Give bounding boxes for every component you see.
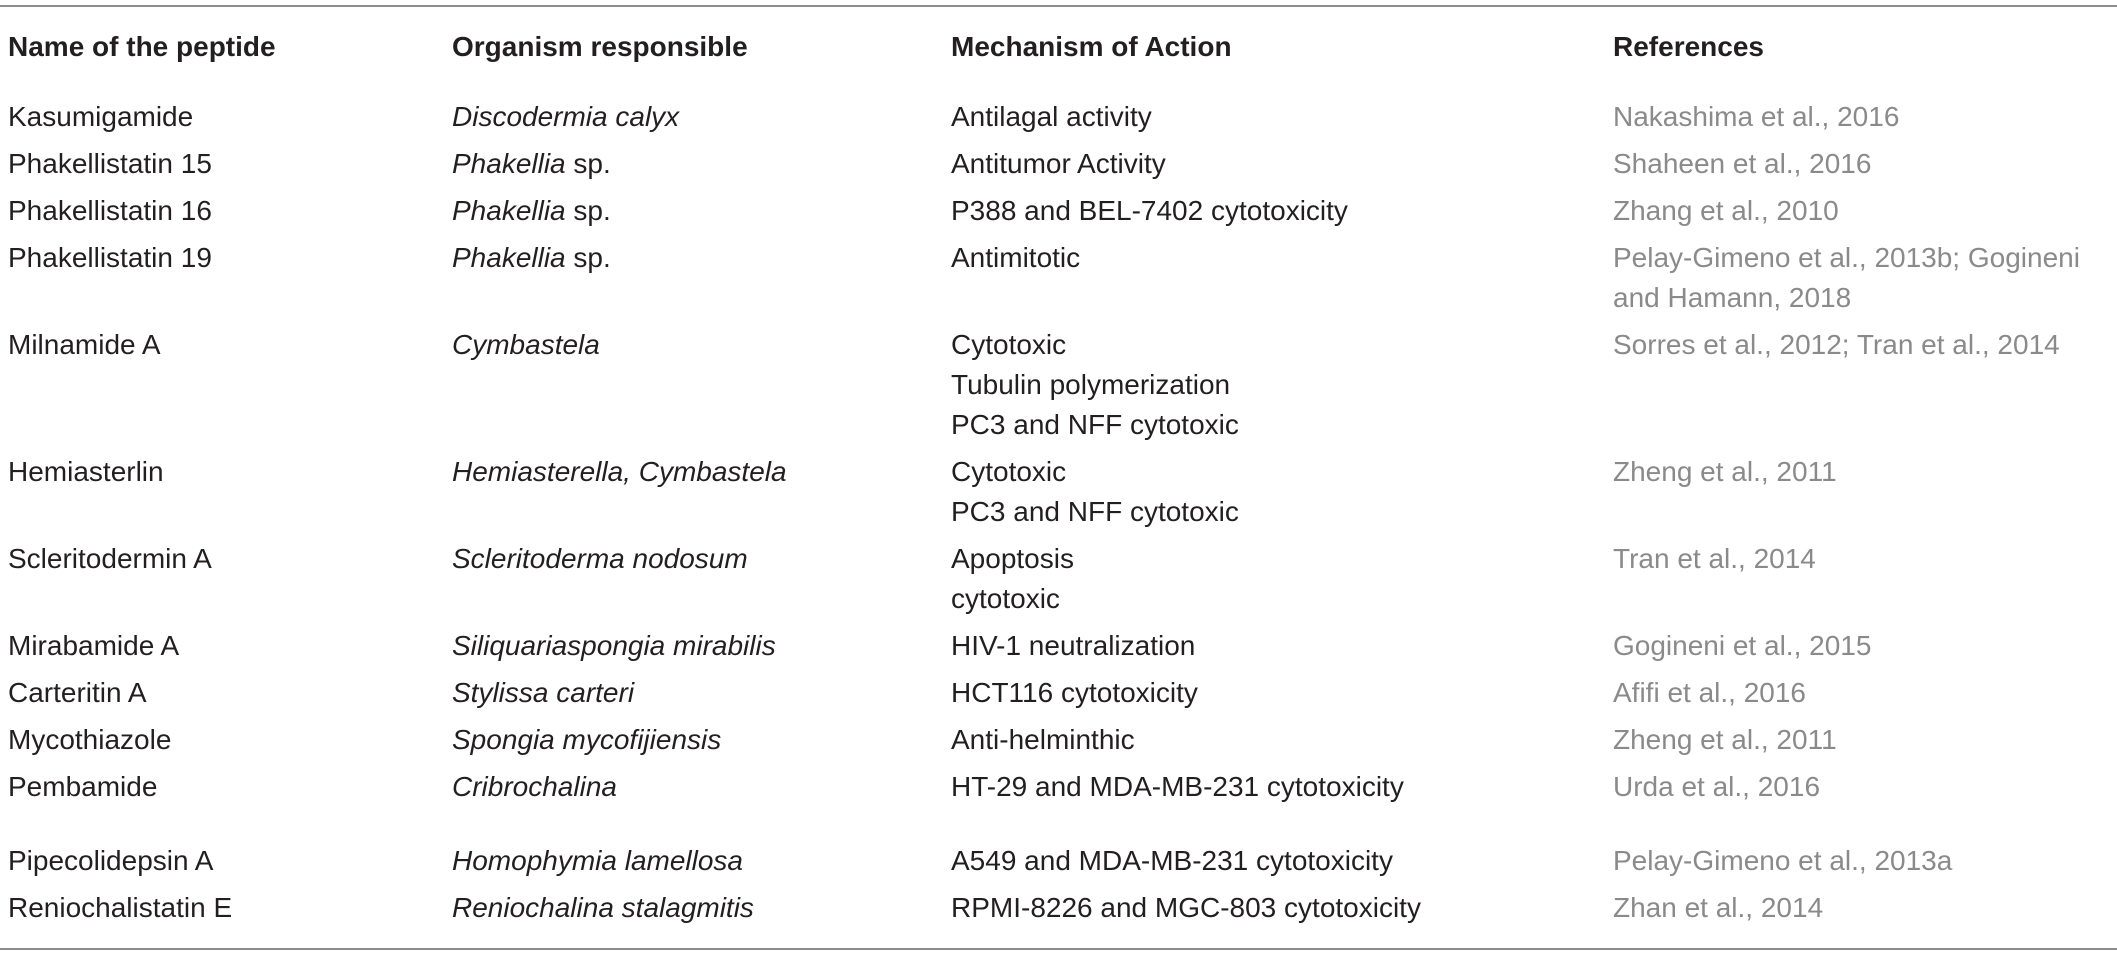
references-cell [1613,325,2117,452]
organism-name: Stylissa carteri [452,677,635,708]
organism-name: Siliquariaspongia mirabilis [452,630,776,661]
organism-cell [452,720,951,767]
mechanism-line: HCT116 cytotoxicity [951,677,1198,708]
organism-name: Phakellia [452,148,566,179]
mechanism-line: Cytotoxic [951,329,1067,360]
mechanism-cell [951,452,1613,539]
mechanism-cell [951,767,1613,814]
references-cell [1613,539,2117,626]
reference-line: and Hamann, 2018 [1613,282,1852,313]
header-references: References [1613,31,1764,62]
table-row [0,814,2117,888]
organism-name: Phakellia [452,242,566,273]
table-row [0,767,2117,814]
organism-name: Cymbastela [452,329,600,360]
table-row [0,452,2117,539]
reference-line: Sorres et al., 2012; Tran et al., 2014 [1613,329,2060,360]
table-row [0,539,2117,626]
peptide-name-cell: Mirabamide A [8,630,180,661]
reference-line: Zhang et al., 2010 [1613,195,1839,226]
mechanism-cell [951,238,1613,325]
reference-line: Pelay-Gimeno et al., 2013b; Gogineni [1613,242,2080,273]
organism-cell [452,144,951,191]
organism-name: Hemiasterella, Cymbastela [452,456,787,487]
organism-cell [452,767,951,814]
references-cell [1613,144,2117,191]
organism-suffix: sp. [565,242,611,273]
peptide-name-cell: Phakellistatin 16 [8,195,212,226]
organism-cell [452,539,951,626]
header-name: Name of the peptide [8,31,276,62]
mechanism-cell [951,626,1613,673]
mechanism-line: Antilagal activity [951,101,1152,132]
reference-line: Gogineni et al., 2015 [1613,630,1872,661]
organism-cell [452,673,951,720]
peptide-table [0,7,2117,948]
mechanism-line: Apoptosis [951,543,1074,574]
organism-suffix: sp. [565,195,611,226]
references-cell [1613,238,2117,325]
mechanism-line: Tubulin polymerization [951,369,1231,400]
mechanism-line: Antitumor Activity [951,148,1166,179]
references-cell [1613,814,2117,888]
organism-cell [452,626,951,673]
organism-name: Spongia mycofijiensis [452,724,722,755]
table-row [0,144,2117,191]
mechanism-line: PC3 and NFF cytotoxic [951,409,1239,440]
reference-line: Zheng et al., 2011 [1613,724,1837,755]
mechanism-line: RPMI-8226 and MGC-803 cytotoxicity [951,892,1421,923]
mechanism-cell [951,673,1613,720]
peptide-name-cell: Kasumigamide [8,101,194,132]
organism-cell [452,238,951,325]
reference-line: Urda et al., 2016 [1613,771,1821,802]
organism-cell [452,452,951,539]
references-cell [1613,87,2117,144]
reference-line: Zheng et al., 2011 [1613,456,1837,487]
mechanism-cell [951,814,1613,888]
mechanism-line: HIV-1 neutralization [951,630,1196,661]
table-row [0,673,2117,720]
mechanism-line: P388 and BEL-7402 cytotoxicity [951,195,1348,226]
reference-line: Pelay-Gimeno et al., 2013a [1613,845,1953,876]
peptide-table-container [0,5,2117,950]
organism-name: Homophymia lamellosa [452,845,744,876]
mechanism-cell [951,720,1613,767]
peptide-name-cell: Phakellistatin 19 [8,242,212,273]
reference-line: Zhan et al., 2014 [1613,892,1824,923]
table-body [0,87,2117,948]
reference-line: Tran et al., 2014 [1613,543,1816,574]
header-mechanism: Mechanism of Action [951,31,1232,62]
peptide-name-cell: Pembamide [8,771,158,802]
references-cell [1613,767,2117,814]
mechanism-cell [951,191,1613,238]
peptide-name-cell: Mycothiazole [8,724,172,755]
organism-suffix: sp. [565,148,611,179]
table-row [0,888,2117,948]
mechanism-line: A549 and MDA-MB-231 cytotoxicity [951,845,1393,876]
peptide-name-cell: Pipecolidepsin A [8,845,214,876]
peptide-name-cell: Carteritin A [8,677,147,708]
references-cell [1613,452,2117,539]
table-row [0,191,2117,238]
table-row [0,238,2117,325]
organism-cell [452,888,951,948]
organism-name: Scleritoderma nodosum [452,543,748,574]
reference-line: Nakashima et al., 2016 [1613,101,1900,132]
mechanism-line: Cytotoxic [951,456,1067,487]
mechanism-line: cytotoxic [951,583,1060,614]
mechanism-cell [951,888,1613,948]
mechanism-cell [951,87,1613,144]
table-header [0,7,2117,87]
bottom-rule [0,948,2117,950]
references-cell [1613,626,2117,673]
peptide-name-cell: Phakellistatin 15 [8,148,212,179]
peptide-name-cell: Hemiasterlin [8,456,164,487]
table-row [0,87,2117,144]
references-cell [1613,888,2117,948]
organism-cell [452,814,951,888]
mechanism-cell [951,325,1613,452]
mechanism-line: HT-29 and MDA-MB-231 cytotoxicity [951,771,1404,802]
peptide-name-cell: Milnamide A [8,329,161,360]
organism-name: Cribrochalina [452,771,617,802]
organism-cell [452,191,951,238]
mechanism-cell [951,144,1613,191]
organism-cell [452,325,951,452]
header-row [0,7,2117,87]
references-cell [1613,191,2117,238]
header-organism: Organism responsible [452,31,748,62]
references-cell [1613,720,2117,767]
organism-cell [452,87,951,144]
peptide-name-cell: Reniochalistatin E [8,892,233,923]
organism-name: Phakellia [452,195,566,226]
organism-name: Discodermia calyx [452,101,680,132]
mechanism-line: PC3 and NFF cytotoxic [951,496,1239,527]
references-cell [1613,673,2117,720]
table-row [0,626,2117,673]
organism-name: Reniochalina stalagmitis [452,892,754,923]
reference-line: Shaheen et al., 2016 [1613,148,1872,179]
table-row [0,720,2117,767]
mechanism-line: Antimitotic [951,242,1081,273]
mechanism-line: Anti-helminthic [951,724,1135,755]
reference-line: Afifi et al., 2016 [1613,677,1807,708]
mechanism-cell [951,539,1613,626]
table-row [0,325,2117,452]
peptide-name-cell: Scleritodermin A [8,543,212,574]
